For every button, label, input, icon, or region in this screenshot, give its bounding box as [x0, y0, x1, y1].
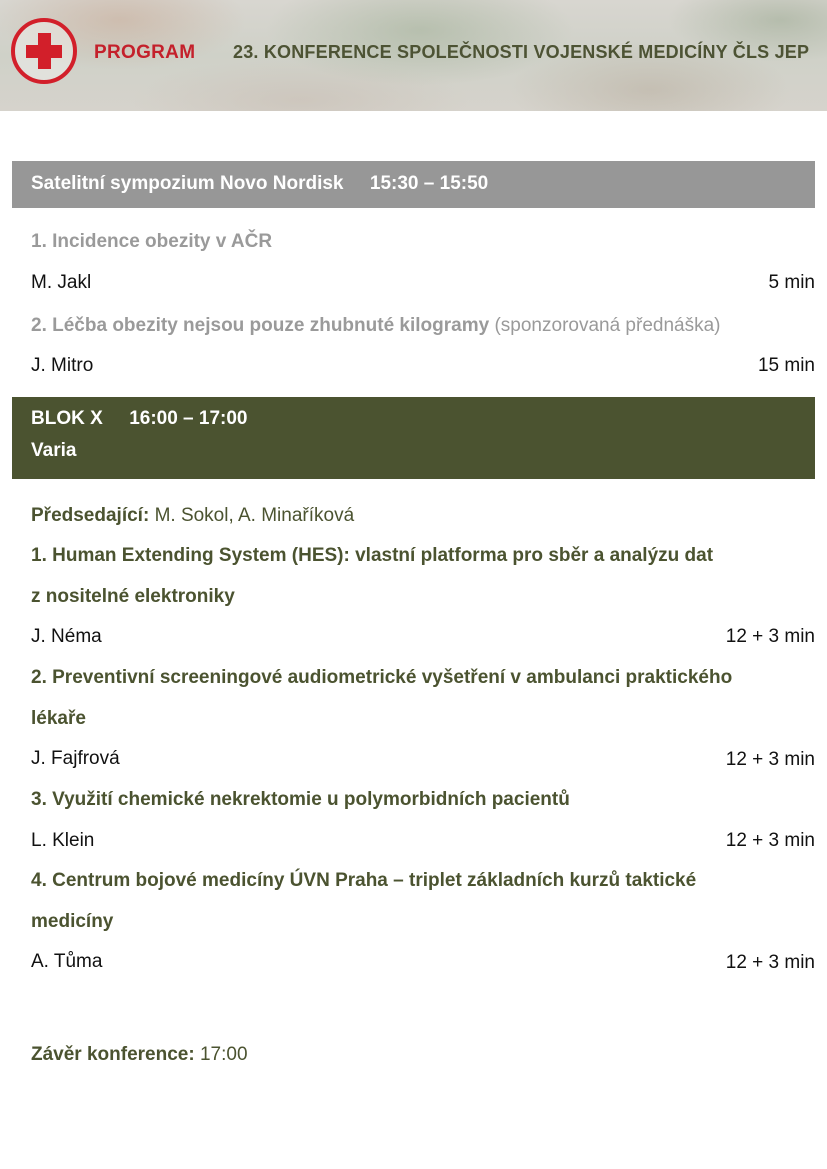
talk-title: 1. Incidence obezity v AČR: [31, 231, 273, 252]
header-banner: [0, 0, 827, 111]
chairs-line: Předsedající: M. Sokol, A. Minaříková: [31, 505, 355, 526]
talk-title: 2. Léčba obezity nejsou pouze zhubnuté kilogramy (sponzorovaná přednáška): [31, 315, 721, 336]
talk-speaker: J. Néma: [31, 626, 102, 647]
satellite-session-bar: [12, 161, 815, 208]
red-cross-icon: [11, 18, 77, 84]
talk-note: (sponzorovaná přednáška): [494, 315, 721, 336]
talk-title: 3. Využití chemické nekrektomie u polymorbidních pacientů: [31, 789, 570, 810]
talk-duration: 12 + 3 min: [725, 749, 815, 770]
satellite-title: Satelitní sympozium Novo Nordisk: [31, 173, 344, 194]
talk-duration: 5 min: [768, 272, 815, 293]
block-session-bar: [12, 397, 815, 479]
conference-title: 23. KONFERENCE SPOLEČNOSTI VOJENSKÉ MEDICÍNY ČLS JEP: [233, 42, 810, 62]
talk-speaker: J. Fajfrová: [31, 748, 120, 769]
talk-duration: 12 + 3 min: [725, 626, 815, 647]
block-time: 16:00 – 17:00: [129, 408, 248, 429]
talk-speaker: L. Klein: [31, 830, 95, 851]
talk-title-cont: z nositelné elektroniky: [31, 586, 235, 607]
block-label: BLOK X: [31, 408, 103, 429]
talk-speaker: J. Mitro: [31, 355, 94, 376]
satellite-time: 15:30 – 15:50: [369, 173, 489, 194]
program-label: PROGRAM: [94, 42, 196, 63]
talk-duration: 12 + 3 min: [725, 830, 815, 851]
talk-title-cont: lékaře: [31, 708, 86, 729]
talk-title: 2. Preventivní screeningové audiometrické vyšetření v ambulanci praktického: [31, 667, 733, 688]
talk-title: 4. Centrum bojové medicíny ÚVN Praha – triplet základních kurzů taktické: [31, 870, 697, 891]
talk-duration: 15 min: [757, 355, 815, 376]
talk-title-cont: medicíny: [31, 911, 114, 932]
talk-speaker: M. Jakl: [31, 272, 92, 293]
closing-line: Závěr konference: 17:00: [31, 1044, 248, 1065]
talk-duration: 12 + 3 min: [725, 952, 815, 973]
block-subtitle: Varia: [31, 440, 77, 461]
talk-title: 1. Human Extending System (HES): vlastní platforma pro sběr a analýzu dat: [31, 545, 714, 566]
talk-speaker: A. Tůma: [31, 951, 103, 972]
